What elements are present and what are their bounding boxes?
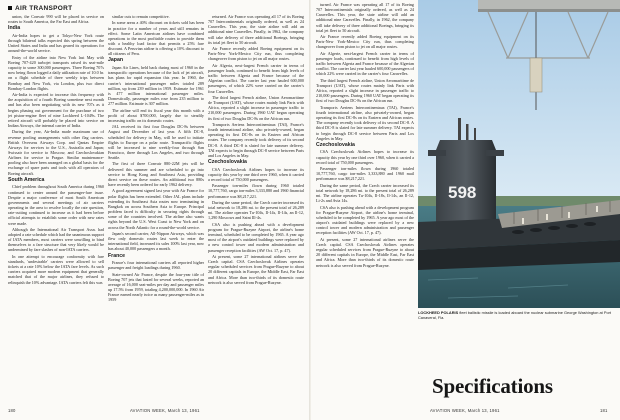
body-paragraph: Transports Aeriens Intercontinentaux (TAI), France's fourth international airline, also privately-owned, began operating its first DC-8s on its Eastern and African routes. The company recently took delivery of its second DC-8. A third DC-8 is slated for late summer delivery. TAI expects to begin through DC-8 service between Paris and Los Angeles in May.	[208, 121, 304, 158]
subhead-czechoslovakia: Czechoslovakia	[316, 141, 355, 148]
section-title: AIR TRANSPORT	[15, 5, 73, 12]
body-paragraph: Although the International Air Transport Assn. had adopted a rate schedule which had the unanimous support of IATA members, most carriers were unwilling to bind themselves to a fare structure that very likely would be undermined by fare slashes of non-IATA carriers.	[8, 226, 104, 253]
body-paragraph: Air Algerie, next-largest French carrier in terms of passenger loads, continued to benefit from high levels of traffic between Algeria and France because of the Algerian conflict. The carrier last year hauled 600,000 passengers of which 22% were carried in the carrier's four Caravelles.	[316, 50, 414, 77]
subhead-south-america: South America	[8, 176, 45, 183]
hull-number: 598	[448, 183, 477, 202]
body-paragraph: Entry of the airline into New York last May with Boeing 707-420 turbojet transports raised its seat-mile capacity to some 300,000 passengers. Three Boeing 707s now being flown logged a daily utilization rate of 10.0 hr. on a flight schedule of three weekly trips between Bombay and New York, via London, plus two direct Bombay-London flights.	[8, 54, 104, 91]
body-paragraph: A good agreement signed last year with Air France for polar flights has been extended. Other JAL plans include extending its Southeast Asia routes now terminating in Bangkok on across Southern Asia to Europe. Principal problem faced is difficulty in securing rights through some of the countries involved. The airline also wants rights beyond the U.S. West Coast to New York and on across the North Atlantic for a round-the-world service.	[108, 188, 204, 230]
crane-beam	[478, 0, 620, 9]
section-bullet-icon	[8, 6, 12, 10]
body-paragraph: The first of three Convair 880-22M jets will be delivered this summer and are scheduled to go into service to Hong Kong and Southeast Asia, providing direct service on these routes. An additional two 880s have recently been ordered for early 1962 delivery.	[108, 161, 204, 188]
body-paragraph: The third largest French airline, Union Aeromaritime de Transport (UAT), whose routes mainly link Paris with Africa, reported a slight increase in passenger traffic to 210,000 passengers. During 1960 UAT began operating its first of two Douglas DC-8s on the African run.	[208, 94, 304, 121]
submarine-illustration	[418, 0, 620, 308]
body-paragraph: In some areas a 40% discount on tickets sold has been in practice for a number of years and still remains in effect. Some Latin American airlines have combined operations to the most profitable routes to provide them with a healthy load factor that permits a 25% fare discount. A Peruvian airline is offering a 10% discount to all citizens of Peru.	[108, 20, 204, 57]
body-paragraph: During the same period, the Czech carrier increased its total network by 18,286 mi. to the present total of 26,289 mi. The airline operates Tu-104s, Il-18s, Il-14s, an Il-12, Li-2s and Avia 14s.	[316, 182, 414, 204]
left-page-number: 180	[8, 408, 16, 413]
body-paragraph: During the same period, the Czech carrier increased its total network to 18,286 mi. to the present total of 26,289 mi. The airline operates Tu-104s, Il-14s, Il-14s, an Il-12, 1,290 Moscows and Saint Ill-4s.	[208, 199, 304, 221]
body-paragraph: union, the Convair 990 will be placed in service on routes to South America, the Far East and Africa.	[8, 14, 104, 25]
body-paragraph: CSA Czechoslovak Airlines hopes to increase its capacity this year by one third over 1960, when it carried a record total of 750,000 passengers.	[208, 166, 304, 182]
right-page-number: 181	[600, 408, 608, 413]
body-paragraph: At present, some 27 international airlines serve the Czech capital. CSA Czechoslovak Airlines operates regular scheduled services from Prague-Ruzyne to about 20 different capitals in Europe, the Middle East, Far East and Africa. More than two-thirds of its domestic route network is also served from Prague-Ruzyne.	[316, 236, 414, 268]
body-paragraph: CSA Czechoslovak Airlines hopes to increase its capacity this year by one third over 1960, when it carried a record total of 750,000 passengers.	[316, 149, 414, 165]
body-paragraph: similar cuts to remain competitive.	[112, 14, 170, 19]
body-paragraph: Air-India is expected to increase this frequency with the acquisition of a fourth Boeing sometime next month and has also been negotiating with its new 707s as it begins phasing out government for the purchase of two jet piston-engine fleet of nine Lockheed L-1049s. The retired aircraft will probably be placed into service on Indian Airways, the internal carrier of India.	[8, 92, 104, 128]
body-paragraph: The third largest French airline, Union Aeromaritime de Transport (UAT), whose routes mainly link Paris with Africa, reported a slight increase in passenger traffic to 210,000 passengers. During 1960 UAT began operating its first of two Douglas DC-8s on the African run.	[316, 77, 414, 104]
periscope-mast	[458, 118, 461, 140]
subhead-czechoslovakia: Czechoslovakia	[208, 158, 247, 165]
page-gutter	[309, 0, 311, 420]
body-paragraph: Chief problem throughout South America during 1960 continued to center around the passenger-fare issue. Despite a major conference of most South American governments and several meetings of air carriers operating in the area to resolve locally the rate question, rate-cutting continued to increase as it had been before official attempts to establish some order with new rates were made.	[8, 184, 104, 226]
body-paragraph: Air-India hopes to get a Tokyo-New York route through bilateral talks expected this spring between the United States and India and has geared its operations for around-the-world service.	[8, 32, 104, 54]
body-paragraph: JAL received its first four Douglas DC-8s between August and December of last year. A fifth DC-8, scheduled for delivery in May, will be used to initiate flights to Europe on a polar route. Transpacific flights will be increased to nine weekly-four through San Francisco, three through Los Angeles, and two through Seattle.	[108, 124, 204, 161]
caption-label: LOCKHEED POLARIS	[418, 310, 459, 315]
right-page-column	[316, 2, 414, 408]
left-page-column-1	[8, 14, 104, 408]
body-paragraph: State-owned Air France, despite the four-year title of Boeing 707 jets that lasted for several weeks, reported an average of 16,000 seat-miles per day and passenger miles up 17.5% from 1959, totaling 4,200,000,000. In 1960 Air France earned nearly twice as many passenger-miles as in 1959	[108, 271, 204, 303]
caption-text: fleet ballistic missile is loaded aboard the nuclear submarine George Washington at Port Canaveral, Fla.	[418, 310, 611, 320]
subhead-japan: Japan	[108, 57, 123, 64]
submarine-photo	[418, 0, 620, 308]
right-running-foot: AVIATION WEEK, March 13, 1961	[430, 408, 500, 413]
body-paragraph: France's four international carriers all reported higher passenger and freight loadings during 1960.	[108, 260, 204, 271]
photo-caption	[418, 311, 614, 321]
body-paragraph: returned. Air France was operating all 17 of its Boeing 707 Intercontinentals originally ordered, as well as 24 Caravelles. This year, the state airline will add an additional nine Caravelles. Finally, in 1962, the company will take delivery of three additional Boeings, bringing its total jet fleet to 50 aircraft.	[208, 14, 304, 45]
left-page-column-2	[108, 14, 204, 408]
left-page-column-3	[208, 14, 304, 408]
left-running-foot: AVIATION WEEK, March 13, 1961	[130, 408, 200, 413]
body-paragraph: At present, some 27 international airlines serve the Czech capital. CSA Czechoslovak Airlines operates regular scheduled services from Prague-Ruzyne to about 20 different capitals in Europe, the Middle East, Far East and Africa. More than two-thirds of its domestic route network is also served from Prague-Ruzyne.	[208, 253, 304, 285]
body-paragraph: turned. Air France was operating all 17 of its Boeing 707 Intercontinentals originally ordered, as well as 24 Caravelles. This year, the state airline will add an additional nine Caravelles. Finally, in 1962, the company will take delivery of three additional Boeings, bringing its total jet fleet to 50 aircraft.	[316, 2, 414, 33]
body-paragraph: Air France recently added Boeing equipment on its Paris-New York-Mexico City run, thus completing changeover from piston to jet on all major routes.	[208, 46, 304, 62]
subhead-india: India	[8, 25, 21, 32]
body-paragraph: Air France recently added Boeing equipment on its Paris-New York-Mexico City run, thus completing changeover from piston to jet on all major routes.	[316, 34, 414, 50]
body-paragraph: Passenger ton-miles flown during 1960 totaled 10,777,760, cargo ton-miles 3,333,880 and 1960 financial performance was $8,217,221.	[208, 183, 304, 199]
body-paragraph: Japan's second carrier, All-Nippon Airways, which was flew only domestic routes last week to enter the international field, increased its sales 100% last year, now has about 40,000 passengers a month.	[108, 230, 204, 252]
body-paragraph: CSA also is pushing ahead with a development program for Prague-Ruzyne Airport, the airline's home terminal, scheduled to be completed by 1965. A year ago most of the airport's outdated buildings were replaced by a new control tower and modern administration and passenger reception facilities (AW Oct. 17, p. 47).	[316, 204, 414, 236]
body-paragraph: Japan Air Lines, held back during most of 1960 in the transpacific operations because of the lack of jet aircraft, has plans for rapid expansion this year. In 1960, the carrier's international passenger miles totaled 289 million, up from 239 million in 1959. Estimate for 1961 is 477 million international passenger miles. Domestically, passenger miles rose from 235 million to 277 million. Estimate is 307 million.	[108, 65, 204, 107]
body-paragraph: During the year, Air-India made maximum use of revenue pooling arrangements with other flag carriers. British Overseas Airways Corp. and Qantas Empire Airways for services to the U.S., Australia and Japan; Swissair for service to Moscow, and Czechoslovakian Airlines for service to Prague. Similar maintenance-pooling also have been arranged on a global basis for the exchange of spare parts and tools with all operators of Boeing aircraft.	[8, 129, 104, 176]
body-paragraph: In one attempt to encourage conformity with fare standards, 'undesirable' carriers were allowed to sell tickets at a rate 10% below the IATA fare levels. As such carriers acquired more modern equipment that generally matched that of the major airlines, they refused to relinquish the 10% advantage. IATA carriers felt this was	[8, 253, 104, 285]
subhead-france: France	[108, 252, 126, 259]
body-paragraph: Transports Aeriens Intercontinentaux (TAI), France's fourth international airline, also privately-owned, began operating its first DC-8s on its Eastern and African routes. The company recently took delivery of its second DC-8. A third DC-8 is slated for late summer delivery. TAI expects to begin through DC-8 service between Paris and Los Angeles in May.	[316, 104, 414, 141]
body-paragraph: The airline will end its fiscal year this month with a profit of about $700,000, largely due to steadily increasing traffic on its domestic routes.	[108, 107, 204, 123]
section-header	[8, 5, 72, 12]
body-paragraph: CSA also is pushing ahead with a development program for Prague-Ruzyne Airport, the airline's home terminal, scheduled to be completed by 1965. A year ago most of the airport's outdated buildings were replaced by a new control tower and modern administration and passenger reception facilities (AW Oct. 17, p. 47).	[208, 221, 304, 253]
body-paragraph: Air Algeria, next-largest French carrier in terms of passenger loads, continued to benefit from high levels of traffic between Algeria and France because of the Algerian conflict. The carrier last year hauled 600,000 passengers, of which 22% were carried on the carrier's four Caravelles.	[208, 62, 304, 94]
missile-canister	[530, 58, 542, 92]
specifications-headline: Specifications	[432, 374, 553, 398]
body-paragraph: Passenger ton-miles flown during 1960 totaled 10,777,760, cargo ton-miles 3,333,880 and 1960 mail performance was $8,217,221.	[316, 166, 414, 182]
